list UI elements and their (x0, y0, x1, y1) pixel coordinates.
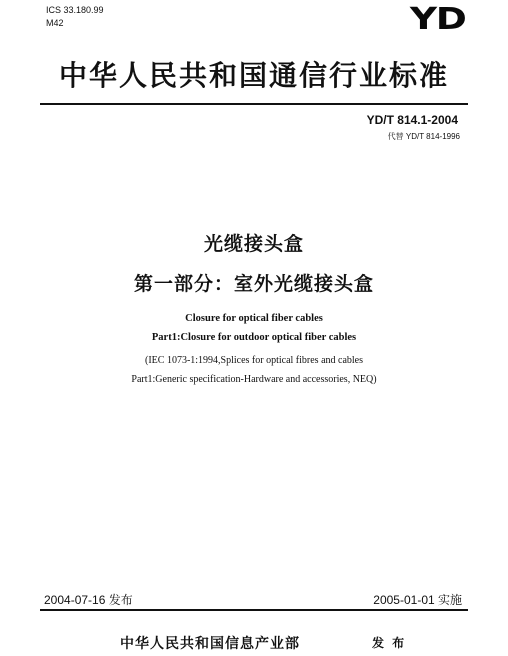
replaces-standard: 代替 YD/T 814-1996 (387, 132, 460, 141)
equivalence-line-1: (IEC 1073-1:1994,Splices for optical fibres and cables (145, 355, 363, 366)
title-en-part: Part1:Closure for outdoor optical fiber cables (151, 332, 357, 343)
top-divider (40, 103, 468, 105)
equivalence-line-2: Part1:Generic specification-Hardware and accessories, NEQ) (131, 374, 377, 385)
ics-code: ICS 33.180.99 (46, 5, 104, 15)
publisher-name: 中华人民共和国信息产业部 (120, 636, 300, 652)
yd-logo: YD (410, 2, 466, 37)
title-cn-main: 光缆接头盒 (203, 233, 304, 255)
title-cn-part: 第一部分：室外光缆接头盒 (133, 273, 374, 295)
bottom-divider (40, 609, 468, 611)
standard-category-title: 中华人民共和国通信行业标准 (58, 59, 449, 92)
ccs-code: M42 (46, 18, 64, 28)
title-en-main: Closure for optical fiber cables (185, 313, 323, 324)
publish-label: 发 布 (372, 636, 407, 650)
standard-number: YD/T 814.1-2004 (366, 113, 458, 127)
issue-date: 2004-07-16 发布 (44, 593, 133, 607)
implementation-date: 2005-01-01 实施 (373, 593, 462, 607)
